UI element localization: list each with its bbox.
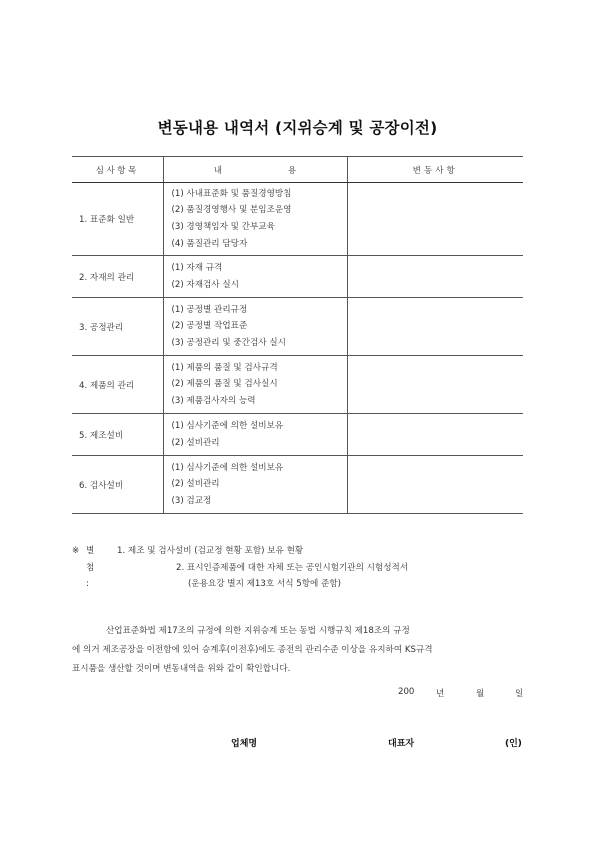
note-mark: ※ xyxy=(72,546,80,556)
paragraph-line: 표시품을 생산할 것이며 변동내역을 위와 같이 확인합니다. xyxy=(72,664,291,674)
content-item: (2) 공정별 작업표준 xyxy=(171,321,248,332)
row-category: 5. 제조설비 xyxy=(72,414,163,456)
content-item: (2) 설비관리 xyxy=(171,479,220,490)
table-header-row xyxy=(72,157,523,183)
row-change-cell xyxy=(347,414,523,456)
header-content xyxy=(163,157,347,183)
representative-label: 대표자 xyxy=(388,739,415,749)
row-content xyxy=(163,356,347,414)
content-item: (2) 제품의 품질 및 검사실시 xyxy=(171,379,278,390)
table-row xyxy=(72,414,523,456)
date-day-unit: 일 xyxy=(515,689,524,699)
row-category: 3. 공정관리 xyxy=(72,298,163,356)
content-item: (2) 품질경영행사 및 분임조운영 xyxy=(171,205,292,216)
content-item: (3) 공정관리 및 중간검사 실시 xyxy=(171,337,286,348)
table-row xyxy=(72,256,523,298)
content-item: (3) 경영책임자 및 간부교육 xyxy=(171,222,275,232)
row-category: 1. 표준화 일반 xyxy=(72,183,163,256)
date-year-unit: 년 xyxy=(436,689,445,699)
document-title: 변동내용 내역서 (지위승계 및 공장이전) xyxy=(157,119,438,137)
table-row xyxy=(72,183,523,256)
row-change-cell xyxy=(347,456,523,514)
row-content xyxy=(163,183,347,256)
row-content xyxy=(163,256,347,298)
row-change-cell xyxy=(347,183,523,256)
seal-mark: (인) xyxy=(505,739,522,749)
row-change-cell xyxy=(347,256,523,298)
header-change: 변동사항 xyxy=(347,157,523,183)
table-row xyxy=(72,356,523,414)
content-item: (1) 제품의 품질 및 검사규격 xyxy=(171,362,278,373)
row-content xyxy=(163,414,347,456)
content-item: (1) 심사기준에 의한 설비보유 xyxy=(171,420,284,431)
content-item: (2) 설비관리 xyxy=(171,437,220,448)
company-name-label: 업체명 xyxy=(231,739,258,749)
header-content-char-1: 내 xyxy=(213,165,222,176)
table-row xyxy=(72,298,523,356)
confirmation-paragraph xyxy=(72,622,532,679)
date-year: 200 xyxy=(398,687,415,697)
content-item: (3) 검교정 xyxy=(171,495,212,506)
paragraph-line: 산업표준화법 제17조의 규정에 의한 지위승계 또는 동법 시행규칙 제18조의 규정 xyxy=(106,626,410,636)
row-change-cell xyxy=(347,298,523,356)
content-item: (3) 제품검사자의 능력 xyxy=(171,395,256,406)
content-item: (1) 공정별 관리규정 xyxy=(171,304,248,315)
content-item: (1) 심사기준에 의한 설비보유 xyxy=(171,462,284,473)
content-item: (2) 자재검사 실시 xyxy=(171,279,239,290)
row-category: 4. 제품의 관리 xyxy=(72,356,163,414)
content-item: (1) 사내표준화 및 품질경영방침 xyxy=(171,188,292,199)
content-item: (1) 자재 규격 xyxy=(171,262,223,273)
attachment-item-1: 1. 제조 및 검사설비 (검교정 현황 포함) 보유 현황 xyxy=(117,546,304,556)
row-category: 6. 검사설비 xyxy=(72,456,163,514)
table-row xyxy=(72,456,523,514)
row-content xyxy=(163,456,347,514)
attachment-label: 별첨 : xyxy=(86,546,95,589)
row-category: 2. 자재의 관리 xyxy=(72,256,163,298)
header-content-char-2: 용 xyxy=(288,165,297,176)
attachment-item-2-sub: (운용요강 별지 제13호 서식 5항에 준함) xyxy=(188,579,341,589)
review-table xyxy=(72,156,523,514)
header-category: 심사항목 xyxy=(72,157,163,183)
content-item: (4) 품질관리 담당자 xyxy=(171,238,248,249)
attachment-item-2: 2. 표시인증제품에 대한 자체 또는 공인시험기관의 시험성적서 xyxy=(176,562,409,573)
row-content xyxy=(163,298,347,356)
date-month-unit: 월 xyxy=(476,689,485,699)
paragraph-line: 에 의거 제조공장을 이전함에 있어 승계후(이전후)에도 종전의 관리수준 이상을 유지하여 KS규격 xyxy=(72,645,433,655)
row-change-cell xyxy=(347,356,523,414)
